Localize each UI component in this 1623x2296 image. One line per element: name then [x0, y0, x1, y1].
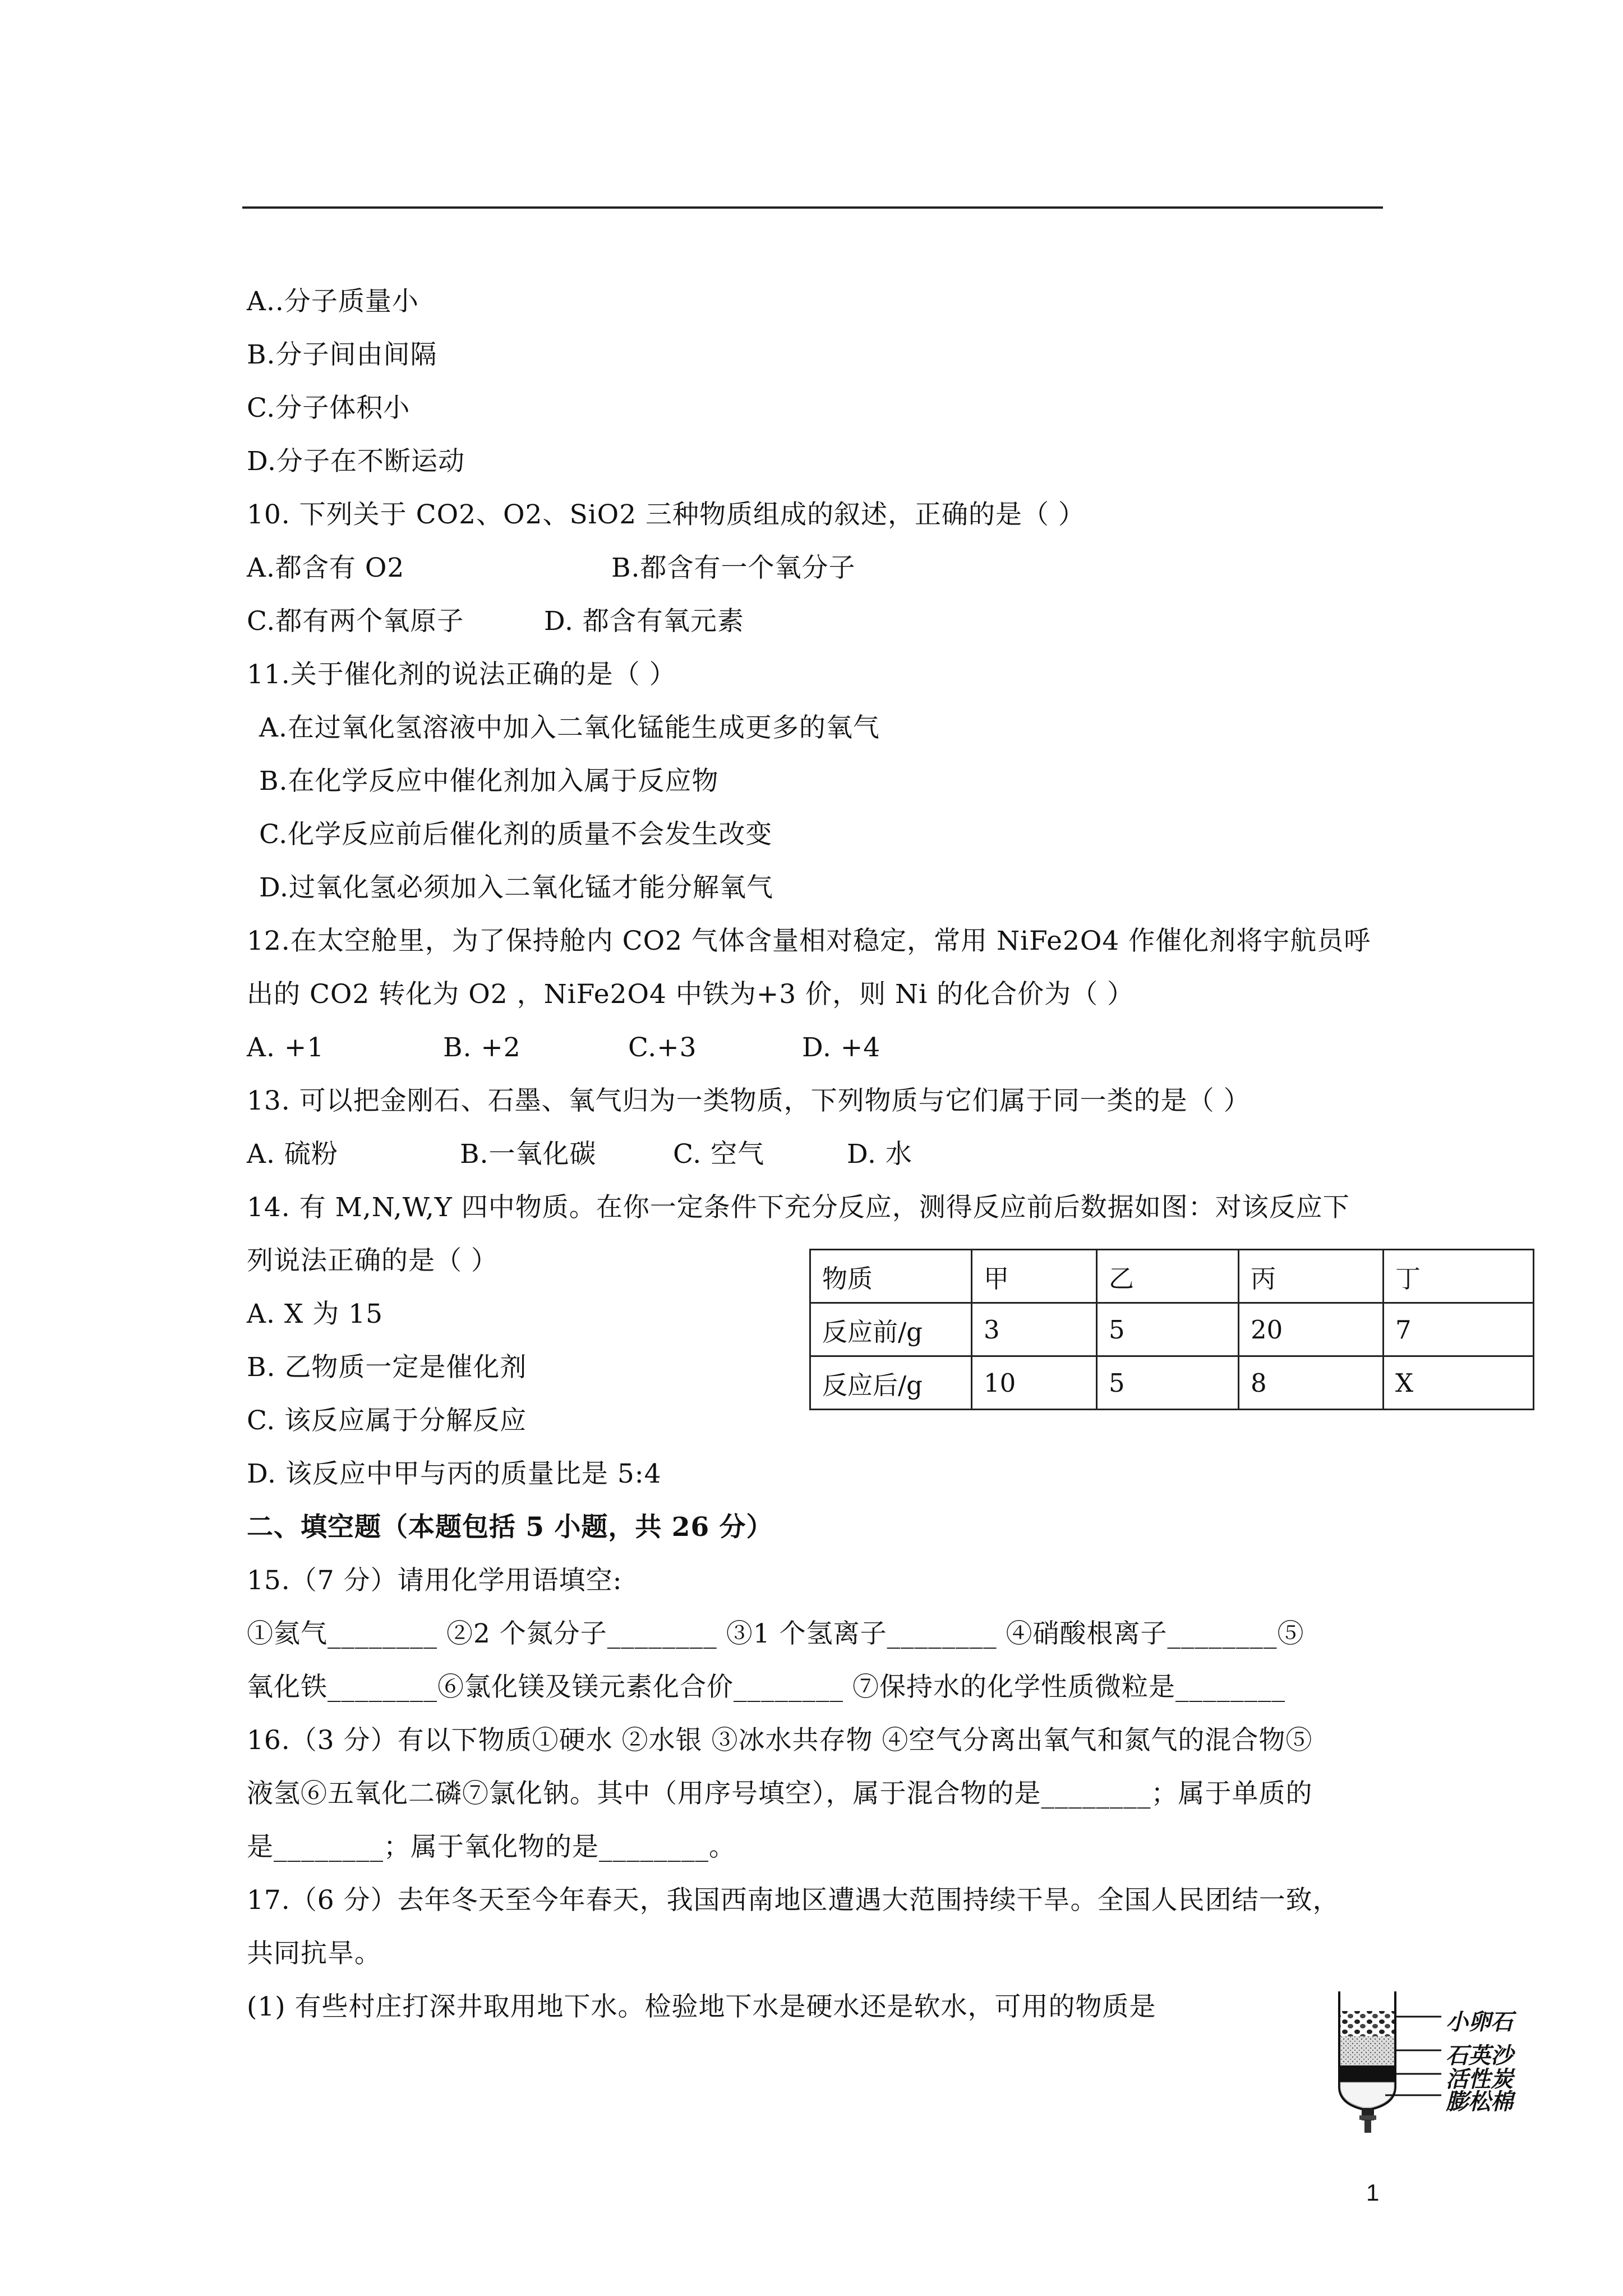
q13-option-a: A. 硫粉	[247, 1139, 338, 1170]
q12-option-b: B. +2	[443, 1032, 521, 1063]
q14-option-b: B. 乙物质一定是催化剂	[247, 1352, 527, 1383]
water-filter-diagram	[1329, 1989, 1542, 2146]
q17-line3: (1) 有些村庄打深井取用地下水。检验地下水是硬水还是软水，可用的物质是	[247, 1991, 1156, 2022]
q14-option-d: D. 该反应中甲与丙的质量比是 5:4	[247, 1458, 662, 1489]
table-cell: 7	[1384, 1303, 1534, 1356]
q14-option-c: C. 该反应属于分解反应	[247, 1405, 527, 1436]
q15-line2: 氧化铁________⑥氯化镁及镁元素化合价________ ⑦保持水的化学性质微粒是________	[247, 1672, 1285, 1703]
q11-option-a: A.在过氧化氢溶液中加入二氧化锰能生成更多的氧气	[259, 712, 880, 743]
table-cell: 丁	[1384, 1250, 1534, 1303]
q9-option-b: B.分子间由间隔	[247, 339, 437, 370]
q17-line2: 共同抗旱。	[247, 1938, 381, 1969]
q16-line2: 液氢⑥五氧化二磷⑦氯化钠。其中（用序号填空），属于混合物的是________；属于单质的	[247, 1778, 1313, 1809]
q13-stem: 13. 可以把金刚石、石墨、氧气归为一类物质，下列物质与它们属于同一类的是（ ）	[247, 1085, 1251, 1116]
reaction-data-table	[809, 1249, 1534, 1410]
q14-line1: 14. 有 M,N,W,Y 四中物质。在你一定条件下充分反应，测得反应前后数据如图：对该反应下	[247, 1192, 1350, 1223]
filter-label-cotton: 膨松棉	[1446, 2088, 1513, 2115]
page-number: 1	[1366, 2179, 1380, 2206]
q9-option-d: D.分子在不断运动	[247, 446, 465, 477]
q10-stem: 10. 下列关于 CO2、O2、SiO2 三种物质组成的叙述，正确的是（ ）	[247, 499, 1085, 530]
q10-option-b: B.都含有一个氧分子	[611, 553, 856, 583]
filter-label-activated-carbon: 活性炭	[1446, 2066, 1513, 2092]
q10-option-d: D. 都含有氧元素	[544, 606, 744, 637]
q11-option-d: D.过氧化氢必须加入二氧化锰才能分解氧气	[259, 872, 773, 903]
q10-options-ab	[247, 541, 1402, 595]
table-cell: 10	[972, 1356, 1097, 1410]
table-cell: 丙	[1239, 1250, 1384, 1303]
table-cell: 甲	[972, 1250, 1097, 1303]
table-cell: 物质	[810, 1250, 972, 1303]
header-rule	[242, 206, 1383, 209]
q15-stem: 15.（7 分）请用化学用语填空:	[247, 1565, 623, 1596]
q12-line1: 12.在太空舱里，为了保持舱内 CO2 气体含量相对稳定，常用 NiFe2O4 作催化剂将宇航员呼	[247, 926, 1371, 956]
q10-option-a: A.都含有 O2	[247, 553, 405, 583]
q13-option-c: C. 空气	[673, 1139, 765, 1170]
q11-option-c: C.化学反应前后催化剂的质量不会发生改变	[259, 819, 773, 850]
table-cell: 反应前/g	[810, 1303, 972, 1356]
q14-option-a: A. X 为 15	[247, 1299, 383, 1329]
filter-label-quartz-sand: 石英沙	[1446, 2042, 1513, 2069]
q12-line2: 出的 CO2 转化为 O2 ，NiFe2O4 中铁为+3 价，则 Ni 的化合价为（ ）	[247, 979, 1135, 1010]
section-2-heading: 二、填空题（本题包括 5 小题，共 26 分）	[247, 1512, 773, 1543]
table-row	[810, 1303, 1534, 1356]
filter-label-pebbles: 小卵石	[1446, 2009, 1513, 2035]
table-cell: 8	[1239, 1356, 1384, 1410]
table-cell: X	[1384, 1356, 1534, 1410]
q9-option-c: C.分子体积小	[247, 393, 411, 424]
table-cell: 3	[972, 1303, 1097, 1356]
table-header-row	[810, 1250, 1534, 1303]
q13-options	[247, 1128, 1402, 1181]
q12-option-c: C.+3	[628, 1032, 697, 1063]
table-cell: 反应后/g	[810, 1356, 972, 1410]
q10-options-cd	[247, 595, 1402, 648]
q10-option-c: C.都有两个氧原子	[247, 606, 464, 637]
q11-option-b: B.在化学反应中催化剂加入属于反应物	[259, 766, 719, 797]
question-text	[247, 275, 1402, 2033]
table-cell: 5	[1097, 1303, 1239, 1356]
q15-line1: ①氦气________ ②2 个氮分子________ ③1 个氢离子________ ④硝酸根离子________⑤	[247, 1618, 1304, 1649]
q12-option-d: D. +4	[802, 1032, 881, 1063]
q13-option-d: D. 水	[847, 1139, 912, 1170]
q12-option-a: A. +1	[247, 1032, 325, 1063]
table-cell: 乙	[1097, 1250, 1239, 1303]
q14-line2: 列说法正确的是（ ）	[247, 1245, 498, 1276]
q13-option-b: B.一氧化碳	[460, 1139, 597, 1170]
q11-stem: 11.关于催化剂的说法正确的是（ ）	[247, 659, 676, 690]
table-cell: 20	[1239, 1303, 1384, 1356]
q17-line1: 17.（6 分）去年冬天至今年春天，我国西南地区遭遇大范围持续干旱。全国人民团结一致，	[247, 1885, 1340, 1916]
q12-options	[247, 1021, 1402, 1074]
q16-line1: 16.（3 分）有以下物质①硬水 ②水银 ③冰水共存物 ④空气分离出氧气和氮气的混合物⑤	[247, 1725, 1313, 1756]
table-row	[810, 1356, 1534, 1410]
table-cell: 5	[1097, 1356, 1239, 1410]
q16-line3: 是________；属于氧化物的是________。	[247, 1832, 736, 1862]
q9-option-a: A..分子质量小	[247, 286, 419, 317]
